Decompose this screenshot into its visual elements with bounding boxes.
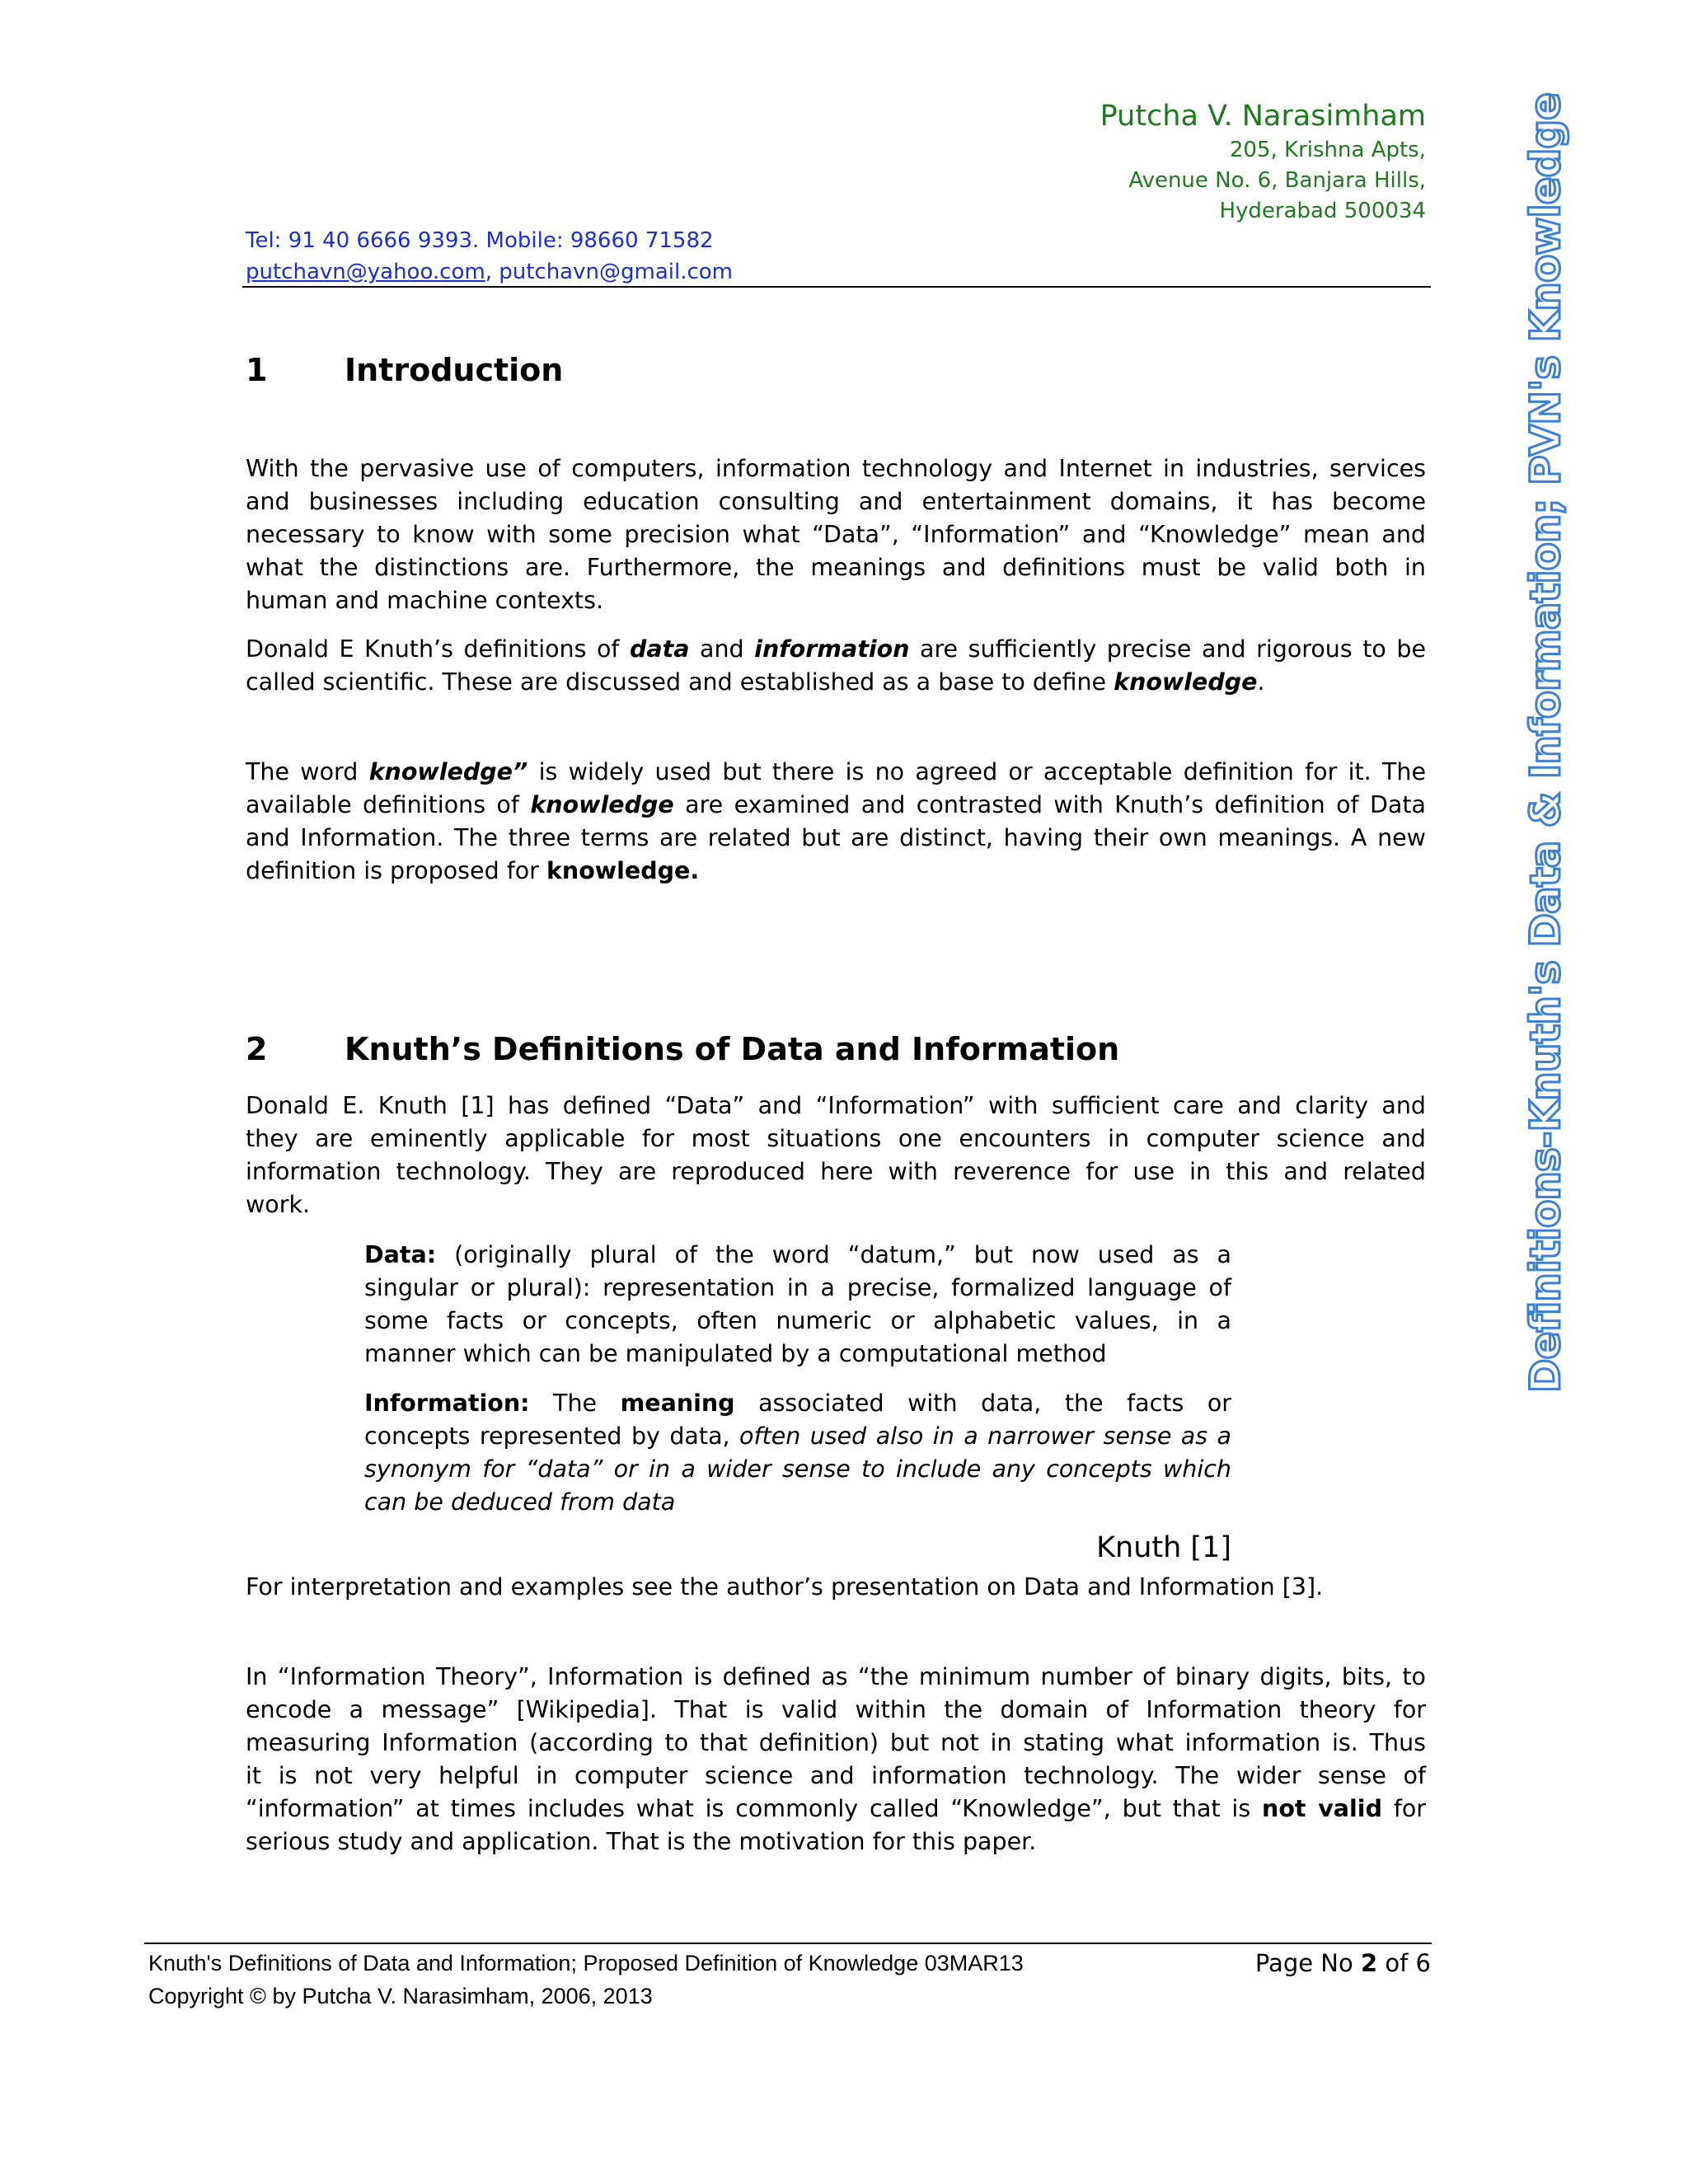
text-line [364, 1239, 1231, 1272]
side-title-text: Definitions-Knuth's Data & Information; PVN's Knowledge [1522, 92, 1569, 1393]
text-line: measuring Information (according to that definition) but not in stating what information is. Thus [246, 1729, 1426, 1756]
section-1-heading [246, 352, 563, 388]
intro-paragraph-2 [246, 633, 1426, 699]
footer-divider [144, 1943, 1432, 1944]
text-line: it is not very helpful in computer science and information technology. The wider sense of [246, 1762, 1426, 1789]
text-line [246, 789, 1426, 822]
header-divider [242, 286, 1431, 288]
section-title: Introduction [345, 352, 564, 388]
emphasis-data: data [630, 635, 690, 663]
text-line [246, 756, 1426, 789]
contact-block [246, 225, 733, 288]
section-title: Knuth’s Definitions of Data and Information [345, 1031, 1120, 1067]
author-block [1100, 97, 1426, 227]
text-line: can be deduced from data [364, 1488, 676, 1516]
footer-doc-title: Knuth's Definitions of Data and Information; Proposed Definition of Knowledge 03MAR13 [148, 1951, 1024, 1975]
text-line: necessary to know with some precision what “Data”, “Information” and “Knowledge” mean and [246, 521, 1426, 548]
text-line: serious study and application. That is the motivation for this paper. [246, 1828, 1037, 1855]
text-run: The word [246, 758, 369, 785]
emphasis-knowledge: knowledge [530, 791, 674, 818]
page-of: of 6 [1377, 1949, 1431, 1977]
text-line: human and machine contexts. [246, 587, 604, 614]
footer-page-number [1255, 1947, 1431, 1980]
text-run: concepts represented by data, [364, 1422, 740, 1450]
email-link-primary[interactable]: putchavn@yahoo.com [246, 260, 485, 284]
email-link-secondary[interactable]: putchavn@gmail.com [499, 260, 733, 284]
author-name: Putcha V. Narasimham [1100, 100, 1426, 133]
information-definition-quote [364, 1387, 1231, 1519]
text-run: are examined and contrasted with Knuth’s definition of Data [673, 791, 1426, 818]
text-line: With the pervasive use of computers, information technology and Internet in industries, services [246, 455, 1426, 482]
information-theory-paragraph [246, 1661, 1426, 1858]
text-line [246, 633, 1426, 666]
text-line [246, 855, 1426, 888]
section-number: 2 [246, 1031, 268, 1067]
text-line: they are eminently applicable for most situations one encounters in computer science and [246, 1125, 1426, 1152]
emphasis-information: information [754, 635, 910, 663]
text-line: synonym for “data” or in a wider sense to include any concepts which [364, 1455, 1231, 1483]
emphasis-meaning: meaning [620, 1390, 735, 1417]
emphasis-knowledge: knowledge. [546, 857, 700, 884]
text-line [246, 1793, 1426, 1825]
text-line: some facts or concepts, often numeric or alphabetic values, in a [364, 1307, 1231, 1334]
page-number: 2 [1360, 1949, 1378, 1977]
text-run: “information” at times includes what is commonly called “Knowledge”, but that is [246, 1795, 1263, 1822]
italic-run: often used also in a narrower sense as a [739, 1422, 1231, 1450]
section-2-heading [246, 1031, 1119, 1067]
text-line: For interpretation and examples see the author’s presentation on Data and Information [3]. [246, 1573, 1324, 1601]
text-line [364, 1387, 1231, 1420]
text-run: for [1381, 1795, 1427, 1822]
text-run: Donald E Knuth’s definitions of [246, 635, 630, 663]
intro-paragraph-3 [246, 756, 1426, 888]
data-definition-quote [364, 1239, 1231, 1371]
text-line: manner which can be manipulated by a computational method [364, 1340, 1107, 1367]
page-prefix: Page No [1254, 1949, 1361, 1977]
text-run: and [689, 635, 755, 663]
text-line [246, 666, 1426, 699]
text-line: encode a message” [Wikipedia]. That is valid within the domain of Information theory for [246, 1696, 1426, 1723]
text-line: work. [246, 1191, 311, 1218]
text-run: available definitions of [246, 791, 531, 818]
text-run: are sufficiently precise and rigorous to be [909, 635, 1426, 663]
email-separator: , [485, 260, 499, 284]
section-number: 1 [246, 352, 268, 388]
text-run: definition is proposed for [246, 857, 546, 884]
text-run: is widely used but there is no agreed or acceptable definition for it. The [528, 758, 1426, 785]
definition-term: Data: [364, 1241, 437, 1268]
emphasis-not-valid: not valid [1262, 1795, 1382, 1822]
text-line: and businesses including education consulting and entertainment domains, it has become [246, 488, 1426, 515]
knuth-citation: Knuth [1] [1096, 1531, 1231, 1564]
emphasis-knowledge: knowledge [1114, 668, 1258, 696]
phone-line: Tel: 91 40 6666 9393. Mobile: 98660 71582 [246, 228, 714, 253]
text-run: The [529, 1390, 621, 1417]
intro-paragraph-1 [246, 452, 1426, 617]
text-line: singular or plural): representation in a precise, formalized language of [364, 1274, 1231, 1301]
text-run: (originally plural of the word “datum,” but now used as a [436, 1241, 1231, 1268]
text-run: called scientific. These are discussed and established as a base to define [246, 668, 1114, 696]
address-line-1: 205, Krishna Apts, [1229, 138, 1426, 162]
side-vertical-title [1508, 74, 1582, 1393]
text-line: and Information. The three terms are related but are distinct, having their own meanings. A new [246, 824, 1426, 851]
email-line [246, 256, 733, 288]
text-run: associated with data, the facts or [734, 1390, 1231, 1417]
interpretation-paragraph [246, 1571, 1426, 1604]
address-line-3: Hyderabad 500034 [1219, 199, 1426, 223]
text-line: what the distinctions are. Furthermore, the meanings and definitions must be valid both in [246, 554, 1426, 581]
definition-term: Information: [364, 1390, 530, 1417]
footer-left [148, 1947, 1024, 2013]
emphasis-knowledge: knowledge” [368, 758, 528, 785]
text-line: In “Information Theory”, Information is defined as “the minimum number of binary digits, bits, to [246, 1663, 1426, 1690]
text-line: Donald E. Knuth [1] has defined “Data” and “Information” with sufficient care and clarity and [246, 1092, 1426, 1119]
knuth-paragraph [246, 1090, 1426, 1221]
text-line: information technology. They are reproduced here with reverence for use in this and related [246, 1158, 1426, 1185]
text-line [364, 1420, 1231, 1453]
footer-copyright: Copyright © by Putcha V. Narasimham, 2006, 2013 [148, 1984, 653, 2008]
text-run: . [1257, 668, 1265, 696]
address-line-2: Avenue No. 6, Banjara Hills, [1128, 168, 1426, 193]
